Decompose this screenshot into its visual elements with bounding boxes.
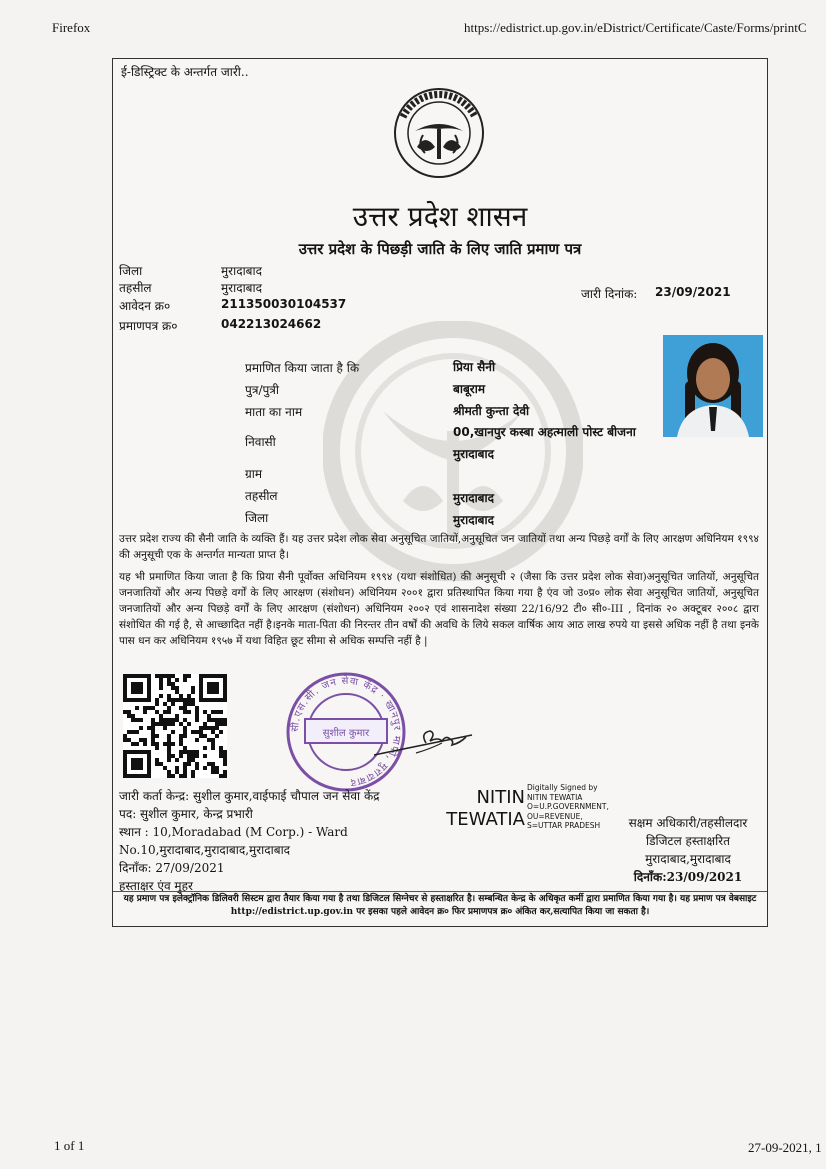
detail-value-address: 00,खानपुर कस्बा अहत्माली पोस्ट बीजना (453, 425, 636, 439)
detail-label-village: ग्राम (245, 467, 263, 481)
detail-label-resident: निवासी (245, 435, 276, 449)
authority-place: मुरादाबाद,मुरादाबाद (645, 852, 731, 866)
up-emblem-icon (393, 87, 485, 179)
certificate-title: उत्तर प्रदेश के पिछड़ी जाति के लिए जाति प्रमाण पत्र (298, 240, 582, 258)
issue-date-value: 23/09/2021 (655, 285, 731, 299)
issuer-place-line2: No.10,मुरादाबाद,मुरादाबाद,मुरादाबाद (119, 843, 291, 857)
issuer-date: दिनाँक: 27/09/2021 (119, 861, 225, 875)
authority-date: दिनाँक:23/09/2021 (633, 870, 743, 884)
certificate (112, 58, 768, 927)
meta-label-district: जिला (119, 264, 143, 278)
detail-label-tehsil: तहसील (245, 489, 278, 503)
applicant-photo (663, 335, 763, 437)
detail-label-parent: पुत्र/पुत्री (245, 383, 280, 397)
detail-value-district: मुरादाबाद (453, 513, 495, 527)
issuer-place-line1: स्थान : 10,Moradabad (M Corp.) - Ward (119, 825, 348, 839)
issuer-sign-label: हस्ताक्षर एंव मुहर (119, 879, 193, 893)
meta-value-application-no: 211350030104537 (221, 297, 347, 311)
handwritten-signature-icon (368, 709, 478, 769)
authority-block (613, 814, 763, 886)
issuer-post: पद: सुशील कुमार, केन्द्र प्रभारी (119, 807, 253, 821)
authority-title: सक्षम अधिकारी/तहसीलदार (628, 816, 748, 830)
authority-sign: डिजिटल हस्ताक्षरित (646, 834, 730, 848)
detail-value-name: प्रिया सैनी (453, 360, 496, 374)
digital-signer-last: TEWATIA (446, 809, 525, 830)
meta-label-certificate-no: प्रमाणपत्र क्र० (119, 319, 178, 333)
creamy-layer-statement: यह भी प्रमाणित किया जाता है कि प्रिया सैनी पूर्वोक्त अधिनियम १९९४ (यथा संशोधित) की अनुसूची २ (जैसा कि उत्तर प्रदेश लोक सेवा)अनुसूचित जातियों, अनुसूचित जनजातियों और अन्य पिछड़े वर्गों के लिए आरक्षण (संशोधन) अधिनियम २००१ द्वारा प्रतिस्थापित किया गया है एंव जो उ०प्र० लोक सेवा अनुसूचित जातियों, अनुसूचित जनजातियों और अन्य पिछड़े वर्गों के लिए आरक्षण (संशोधन) अधिनियम २००२ एवं शासनादेश संख्या 22/16/92 टी० सी०-III , दिनांक २० अक्टूबर २००८ द्वारा संशोधित की गई है, से आच्छादित नहीं है।इनके माता-पिता की निरन्तर तीन वर्षों की अवधि के लिये सकल वार्षिक आय आठ लाख रुपये या इससे अधिक नहीं है तथा इनके पास धन कर अधिनियम १९५७ में यथा विहित छूट सीमा से अधिक सम्पत्ति नहीं है | (119, 571, 759, 647)
detail-value-address-city: मुरादाबाद (453, 447, 495, 461)
digital-sign-details: Digitally Signed by NITIN TEWATIA O=U.P.GOVERNMENT, OU=REVENUE, S=UTTAR PRADESH (527, 783, 609, 830)
caste-statement: उत्तर प्रदेश राज्य की सैनी जाति के व्यक्ति हैं। यह उत्तर प्रदेश लोक सेवा अनुसूचित जातियों,अनुसूचित जन जातियों तथा अन्य पिछड़े वर्गों के लिए आरक्षण अधिनियम १९९४ की अनुसूची एक के अन्तर्गत मान्यता प्राप्त है। (119, 533, 759, 561)
detail-value-father: बाबूराम (453, 382, 486, 396)
meta-value-tehsil: मुरादाबाद (221, 281, 263, 295)
detail-label-district: जिला (245, 511, 269, 525)
meta-value-certificate-no: 042213024662 (221, 317, 322, 331)
issue-date-label: जारी दिनांक: (581, 287, 638, 301)
digital-signer-name (431, 787, 525, 831)
meta-label-application-no: आवेदन क्र० (119, 299, 171, 313)
issuer-centre: जारी कर्ता केन्द्र: सुशील कुमार,वाईफाई चौपाल जन सेवा केंद्र (119, 789, 380, 803)
digital-signer-first: NITIN (476, 787, 525, 808)
meta-value-district: मुरादाबाद (221, 264, 263, 278)
print-date: 27-09-2021, 1 (748, 1140, 822, 1155)
detail-label-certify: प्रमाणित किया जाता है कि (245, 361, 360, 375)
detail-label-mother: माता का नाम (245, 405, 303, 419)
government-title: उत्तर प्रदेश शासन (352, 200, 528, 233)
stamp-name: सुशील कुमार (322, 728, 370, 739)
issued-under-note: ई-डिस्ट्रिक्ट के अन्तर्गत जारी.. (121, 65, 249, 79)
meta-label-tehsil: तहसील (119, 281, 152, 295)
footer-divider (113, 891, 767, 892)
footer-note: यह प्रमाण पत्र इलेक्ट्रॉनिक डिलिवरी सिस्टम द्वारा तैयार किया गया है तथा डिजिटल सिग्नेचर से हस्ताक्षरित है। सम्बन्धित केन्द्र के अधिकृत कर्मी द्वारा प्रमाणित किया गया है। यह प्रमाण पत्र वेबसाइट http://edistrict.up.gov.in पर इसका पहले आवेदन क्र० फिर प्रमाणपत्र क्र० अंकित कर,सत्यापित किया जा सकता है। (123, 894, 757, 917)
stamp-ring-text: सी.एस.सी. जन सेवा केंद्र · खानपुर माफी, मुरादाबाद (289, 675, 403, 788)
browser-name: Firefox (52, 20, 91, 35)
qr-code (123, 674, 227, 778)
detail-value-mother: श्रीमती कुन्ता देवी (453, 404, 530, 418)
detail-value-tehsil: मुरादाबाद (453, 491, 495, 505)
page-url: https://edistrict.up.gov.in/eDistrict/Certificate/Caste/Forms/printC (464, 20, 807, 35)
page-count: 1 of 1 (54, 1138, 85, 1153)
